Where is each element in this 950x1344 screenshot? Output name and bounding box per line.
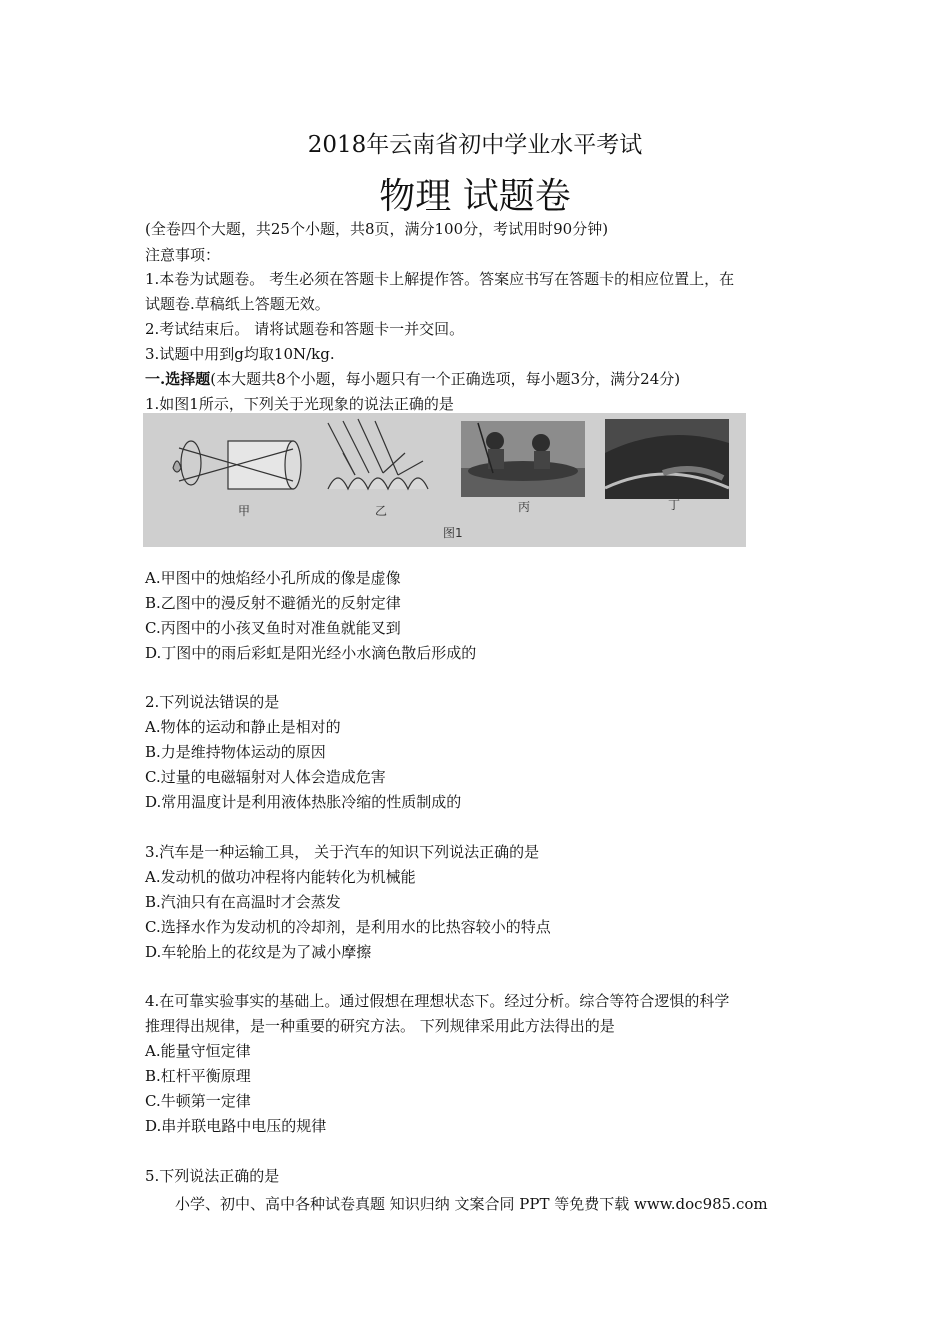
q1-option-b: B.乙图中的漫反射不避循光的反射定律 xyxy=(145,594,401,612)
q4-option-d: D.串并联电路中电压的规律 xyxy=(145,1117,327,1135)
panel-bing-photo xyxy=(461,421,585,497)
question-5-stem: 5.下列说法正确的是 xyxy=(145,1167,280,1185)
panel-jia-pinhole-drawing xyxy=(173,441,301,489)
panel-jia-label: 甲 xyxy=(238,504,251,518)
q2-option-d: D.常用温度计是利用液体热胀冷缩的性质制成的 xyxy=(145,793,462,811)
q2-option-a: A.物体的运动和静止是相对的 xyxy=(145,718,341,736)
q3-option-c: C.选择水作为发动机的冷却剂，是利用水的比热容较小的特点 xyxy=(145,918,551,936)
q3-option-a: A.发动机的做功冲程将内能转化为机械能 xyxy=(145,868,416,886)
note-2: 2.考试结束后。 请将试题卷和答题卡一并交回。 xyxy=(145,320,465,338)
panel-yi-label: 乙 xyxy=(375,504,388,518)
q2-option-c: C.过量的电磁辐射对人体会造成危害 xyxy=(145,768,386,786)
panel-ding-label: 丁 xyxy=(668,498,681,512)
q4-option-a: A.能量守恒定律 xyxy=(145,1042,251,1060)
exam-summary: (全卷四个大题，共25个小题，共8页，满分100分，考试用时90分钟) xyxy=(145,220,609,238)
section-1-heading: 一.选择题 xyxy=(145,370,211,388)
question-2-stem: 2.下列说法错误的是 xyxy=(145,693,280,711)
figure-1 xyxy=(143,413,746,547)
q4-option-b: B.杠杆平衡原理 xyxy=(145,1067,251,1085)
q1-option-c: C.丙图中的小孩叉鱼时对准鱼就能叉到 xyxy=(145,619,401,637)
question-4-stem-line-b: 推理得出规律，是一种重要的研究方法。 下列规律采用此方法得出的是 xyxy=(145,1017,615,1035)
page-footer: 小学、初中、高中各种试卷真题 知识归纳 文案合同 PPT 等免费下载 www.doc985.com xyxy=(175,1195,768,1213)
panel-ding-photo xyxy=(605,419,729,499)
question-3-stem: 3.汽车是一种运输工具， 关于汽车的知识下列说法正确的是 xyxy=(145,843,540,861)
figure-1-caption: 图1 xyxy=(443,526,463,540)
q3-option-d: D.车轮胎上的花纹是为了减小摩擦 xyxy=(145,943,372,961)
note-1-line-b: 试题卷.草稿纸上答题无效。 xyxy=(145,295,330,313)
section-1-header xyxy=(145,368,680,389)
q1-option-a: A.甲图中的烛焰经小孔所成的像是虚像 xyxy=(145,569,401,587)
q3-option-b: B.汽油只有在高温时才会蒸发 xyxy=(145,893,341,911)
panel-yi-diffuse-drawing xyxy=(328,419,428,489)
q1-option-d: D.丁图中的雨后彩虹是阳光经小水滴色散后形成的 xyxy=(145,644,477,662)
notice-label: 注意事项： xyxy=(145,246,221,264)
figure-1-illustration xyxy=(143,413,746,547)
note-1-line-a: 1.本卷为试题卷。 考生必须在答题卡上解提作答。答案应书写在答题卡的相应位置上，在 xyxy=(145,270,735,288)
panel-bing-label: 丙 xyxy=(518,500,531,514)
question-1-stem: 1.如图1所示，下列关于光现象的说法正确的是 xyxy=(145,395,454,413)
question-4-stem-line-a: 4.在可靠实验事实的基础上。通过假想在理想状态下。经过分析。综合等符合逻惧的科学 xyxy=(145,992,730,1010)
exam-subtitle: 物理 试题卷 xyxy=(379,176,571,217)
exam-title: 2018年云南省初中学业水平考试 xyxy=(307,132,643,158)
section-1-description: (本大题共8个小题，每小题只有一个正确选项，每小题3分，满分24分) xyxy=(210,370,681,388)
q2-option-b: B.力是维持物体运动的原因 xyxy=(145,743,326,761)
note-3: 3.试题中用到g均取10N/kg. xyxy=(145,345,335,363)
q4-option-c: C.牛顿第一定律 xyxy=(145,1092,251,1110)
